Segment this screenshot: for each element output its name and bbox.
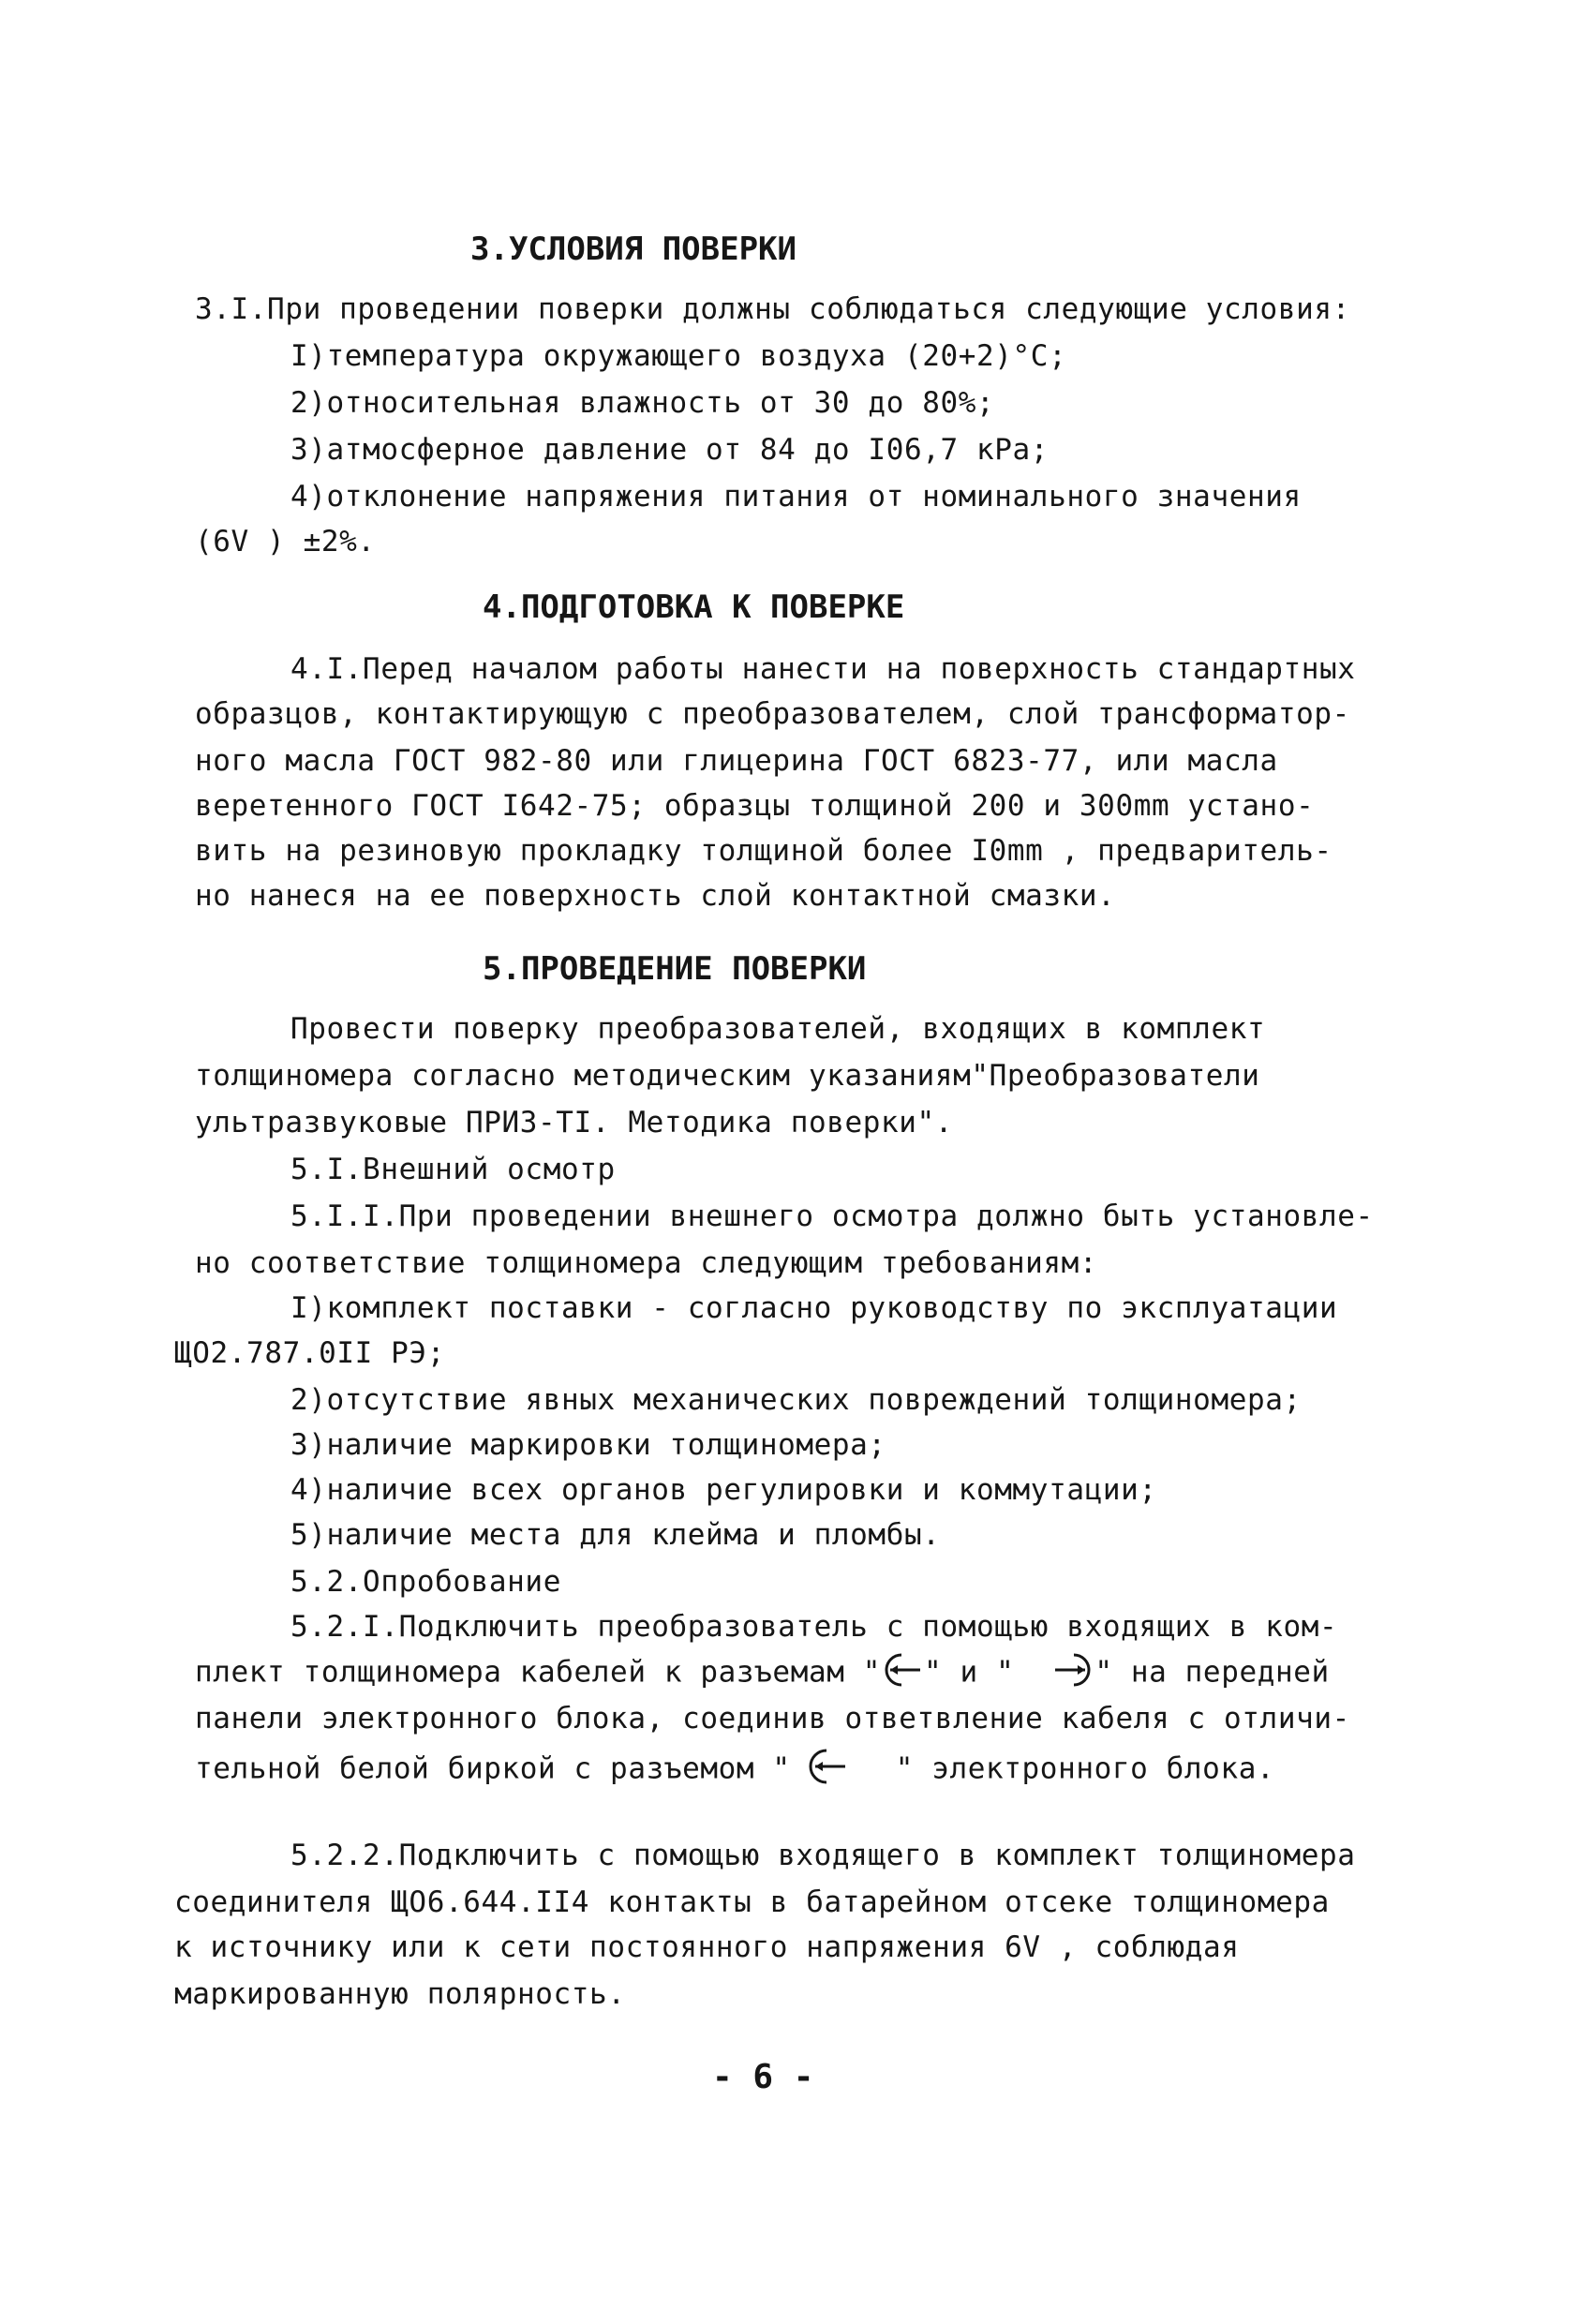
text-segment: тельной белой биркой с разъемом " — [195, 1751, 791, 1786]
text-line: 5.2.2.Подключить с помощью входящего в комплект толщиномера — [290, 1839, 1356, 1872]
text-line: веретенного ГОСТ I642-75; образцы толщиной 200 и 300mm устано- — [195, 789, 1315, 823]
page-number: - 6 - — [712, 2058, 814, 2096]
text-line: ЩО2.787.0II РЭ; — [174, 1336, 445, 1370]
text-line: соединителя ЩО6.644.II4 контакты в батарейном отсеке толщиномера — [174, 1885, 1330, 1919]
text-line-with-connectors — [195, 1651, 1330, 1696]
text-line: ультразвуковые ПРИЗ-ТI. Методика поверки". — [195, 1106, 954, 1140]
connector-in-icon — [881, 1662, 924, 1696]
text-line: вить на резиновую прокладку толщиной более I0mm , предваритель- — [195, 834, 1332, 868]
text-line: 3.I.При проведении поверки должны соблюдаться следующие условия: — [195, 292, 1350, 326]
text-line: панели электронного блока, соединив ответвление кабеля с отличи- — [195, 1702, 1350, 1736]
text-line: 5.2.I.Подключить преобразователь с помощью входящих в ком- — [290, 1610, 1338, 1644]
text-line: I)температура окружающего воздуха (20+2)°С; — [290, 339, 1067, 373]
text-line: 5.I.Внешний осмотр — [290, 1153, 616, 1186]
text-segment: " и " — [924, 1655, 1015, 1690]
text-line: 4.I.Перед началом работы нанести на поверхность стандартных — [290, 652, 1356, 686]
text-line: 4)отклонение напряжения питания от номинального значения — [290, 480, 1302, 514]
text-line: но нанеся на ее поверхность слой контактной смазки. — [195, 879, 1116, 913]
text-line: 4)наличие всех органов регулировки и коммутации; — [290, 1473, 1157, 1507]
text-line: I)комплект поставки - согласно руководству по эксплуатации — [290, 1291, 1338, 1325]
connector-out-icon — [1051, 1662, 1094, 1696]
text-line: но соответствие толщиномера следующим требованиям: — [195, 1246, 1098, 1280]
text-line: 5.2.Опробование — [290, 1565, 561, 1599]
text-line: маркированную полярность. — [174, 1977, 626, 2011]
connector-in-icon — [804, 1760, 849, 1794]
text-line: толщиномера согласно методическим указаниям"Преобразователи — [195, 1059, 1260, 1093]
text-line: 3)наличие маркировки толщиномера; — [290, 1428, 886, 1462]
text-line: 2)отсутствие явных механических повреждений толщиномера; — [290, 1383, 1302, 1417]
text-segment: " на передней — [1094, 1655, 1330, 1690]
text-line: Провести поверку преобразователей, входящих в комплект — [290, 1012, 1266, 1046]
text-line: 5)наличие места для клейма и пломбы. — [290, 1518, 941, 1552]
section-5-heading: 5.ПРОВЕДЕНИЕ ПОВЕРКИ — [483, 950, 867, 988]
text-line: 3)атмосферное давление от 84 до I06,7 кРа; — [290, 433, 1050, 467]
text-line: ного масла ГОСТ 982-80 или глицерина ГОСТ 6823-77, или масла — [195, 744, 1278, 778]
text-line: к источнику или к сети постоянного напряжения 6V , соблюдая — [174, 1930, 1240, 1964]
text-line: 5.I.I.При проведении внешнего осмотра должно быть установле- — [290, 1199, 1374, 1233]
text-line: (6V ) ±2%. — [195, 525, 376, 559]
text-line: 2)относительная влажность от 30 до 80%; — [290, 386, 995, 420]
text-segment: плект толщиномера кабелей к разъемам " — [195, 1655, 882, 1690]
section-4-heading: 4.ПОДГОТОВКА К ПОВЕРКЕ — [483, 588, 905, 626]
text-segment: " электронного блока. — [895, 1751, 1275, 1786]
section-3-heading: 3.УСЛОВИЯ ПОВЕРКИ — [470, 231, 796, 268]
text-line: образцов, контактирующую с преобразователем, слой трансформатор- — [195, 697, 1350, 731]
text-line-with-connector — [195, 1747, 1274, 1794]
